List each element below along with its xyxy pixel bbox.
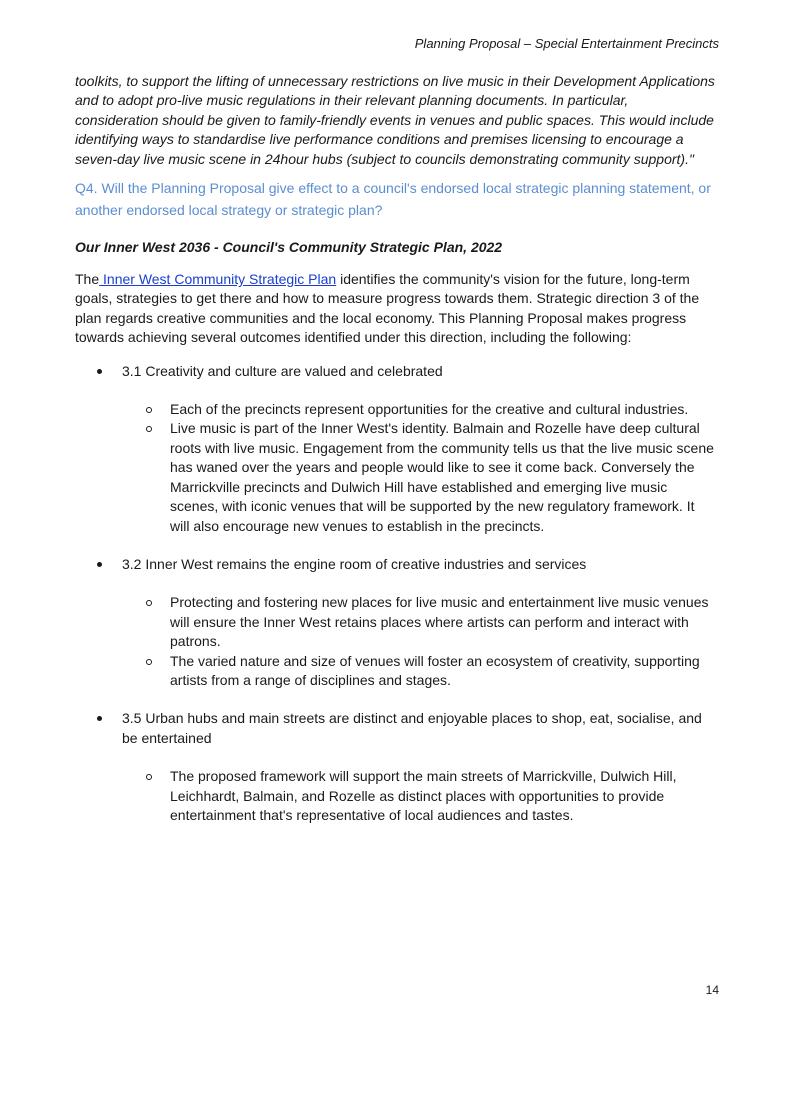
outcome-point-text: The proposed framework will support the main streets of Marrickville, Dulwich Hill, Leichhardt, Balmain, and Rozelle as distinct places with opportunities to provide entertainment that's representative of local audiences and tastes. bbox=[170, 768, 677, 823]
outcome-point bbox=[122, 419, 715, 535]
outcome-point-text: The varied nature and size of venues will foster an ecosystem of creativity, supporting artists from a range of disciplines and stages. bbox=[170, 652, 700, 688]
strategic-plan-link[interactable]: Inner West Community Strategic Plan bbox=[99, 271, 337, 288]
outcome-item bbox=[75, 555, 715, 690]
outcome-item bbox=[75, 709, 715, 825]
outcome-point bbox=[122, 400, 715, 419]
bullet-icon bbox=[97, 716, 102, 721]
intro-suffix: identifies the community's vision for the future, long-term goals, strategies to get there and how to measure progress towards them. Strategic direction 3 of the plan regards creative communities and the local economy. This Planning Proposal makes progress towards achieving several outcomes identified under this direction, including the following: bbox=[75, 271, 700, 346]
outcome-points bbox=[122, 593, 715, 690]
outcome-point-text: Live music is part of the Inner West's identity. Balmain and Rozelle have deep cultural roots with live music. Engagement from the community tells us that the live music scene has waned over the years and people would like to see it come back. Conversely the Marrickville precincts and Dulwich Hill have established and emerging live music scenes, with iconic venues that will be supported by the new regulatory framework. It will also encourage new venues to establish in the precincts. bbox=[170, 420, 714, 534]
hollow-bullet-icon bbox=[146, 600, 152, 606]
outcome-point-text: Protecting and fostering new places for live music and entertainment live music venues will ensure the Inner West retains places where artists can perform and interact with patrons. bbox=[170, 594, 709, 650]
hollow-bullet-icon bbox=[146, 659, 152, 665]
hollow-bullet-icon bbox=[146, 774, 152, 780]
outcome-point bbox=[122, 652, 715, 691]
question-heading: Q4. Will the Planning Proposal give effect to a council's endorsed local strategic planning statement, or another endorsed local strategy or strategic plan? bbox=[75, 180, 711, 219]
page-number: 14 bbox=[705, 983, 719, 997]
outcome-points bbox=[122, 400, 715, 536]
running-header: Planning Proposal – Special Entertainment Precincts bbox=[414, 36, 719, 51]
hollow-bullet-icon bbox=[146, 407, 152, 413]
page-content bbox=[75, 72, 715, 844]
outcome-point bbox=[122, 593, 715, 651]
outcomes-list bbox=[75, 362, 715, 826]
section-subheading: Our Inner West 2036 - Council's Community Strategic Plan, 2022 bbox=[75, 239, 503, 256]
outcome-label: 3.1 Creativity and culture are valued and celebrated bbox=[122, 362, 443, 379]
outcome-point bbox=[122, 767, 715, 825]
bullet-icon bbox=[97, 369, 102, 374]
outcome-item bbox=[75, 362, 715, 536]
outcome-label: 3.2 Inner West remains the engine room of creative industries and services bbox=[122, 555, 587, 572]
outcome-label: 3.5 Urban hubs and main streets are distinct and enjoyable places to shop, eat, socialise, and be entertained bbox=[122, 710, 702, 746]
quoted-passage: toolkits, to support the lifting of unnecessary restrictions on live music in their Development Applications and to adopt pro-live music regulations in their relevant planning documents. In particular, consideration should be given to family-friendly events in venues and public spaces. This would include identifying ways to standardise live performance conditions and premises licensing to encourage a seven-day live music scene in 24hour hubs (subject to councils demonstrating community support)." bbox=[75, 73, 715, 167]
outcome-point-text: Each of the precincts represent opportunities for the creative and cultural industries. bbox=[170, 401, 689, 418]
bullet-icon bbox=[97, 562, 102, 567]
intro-prefix: The bbox=[75, 271, 100, 288]
intro-paragraph bbox=[75, 270, 715, 348]
outcome-points bbox=[122, 767, 715, 825]
hollow-bullet-icon bbox=[146, 426, 152, 432]
